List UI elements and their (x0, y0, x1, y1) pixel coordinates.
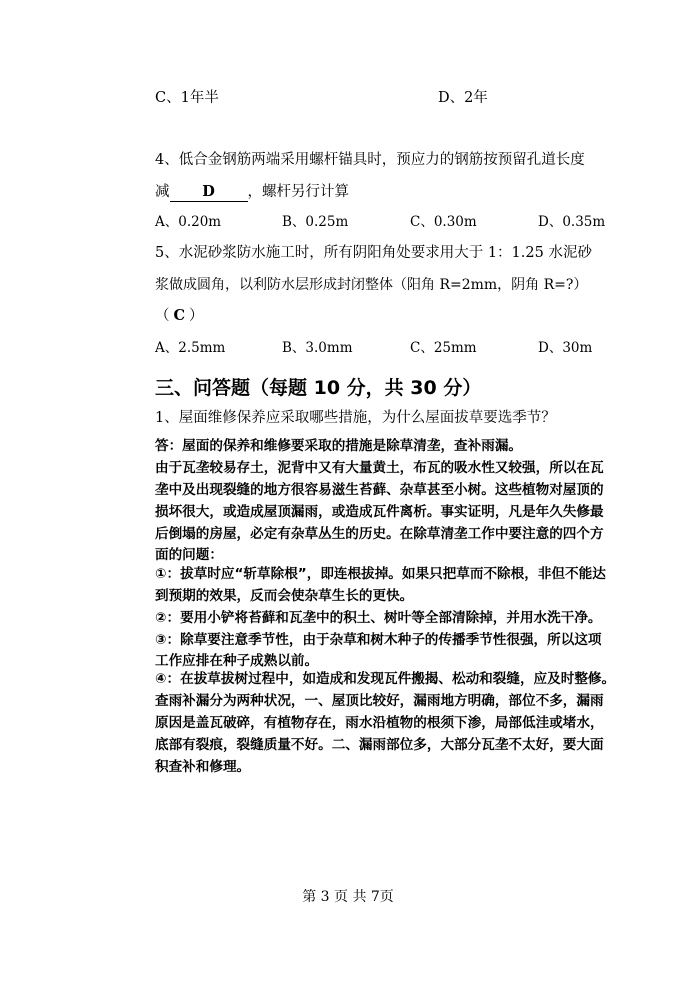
answer-line: 底部有裂痕，裂缝质量不好。二、漏雨部位多，大部分瓦垄不太好，要大面 (155, 737, 604, 753)
answer-line: 损坏很大，或造成屋顶漏雨，或造成瓦件离析。事实证明，凡是年久失修最 (155, 504, 604, 520)
q5-option-b: B、3.0mm (282, 340, 353, 356)
answer-line: 答：屋面的保养和维修要采取的措施是除草清垄，查补雨漏。 (155, 438, 523, 454)
answer-line: 原因是盖瓦破碎，有植物存在，雨水沿植物的根须下渗，局部低洼或堵水， (155, 715, 604, 731)
answer-line: 查雨补漏分为两种状况，一、屋顶比较好，漏雨地方明确，部位不多，漏雨 (155, 693, 604, 709)
answer-line: 后倒塌的房屋，必定有杂草丛生的历史。在除草清垄工作中要注意的四个方 (155, 526, 604, 542)
q5-option-a: A、2.5mm (155, 340, 226, 356)
answer-line: ②：要用小铲将苔藓和瓦垄中的积土、树叶等全部清除掉，并用水洗干净。 (155, 610, 602, 626)
q5-answer: C (173, 307, 186, 324)
q5-line2: 浆做成圆角，以利防水层形成封闭整体（阳角 R=2mm，阴角 R=?） (155, 277, 588, 293)
q5-line1: 5、水泥砂浆防水施工时，所有阴阳角处要求用大于 1：1.25 水泥砂 (155, 245, 592, 261)
q3-option-c: C、1年半 (155, 90, 219, 106)
q5-option-d: D、30m (538, 340, 593, 356)
q3-option-d: D、2年 (438, 90, 488, 106)
q4-prefix: 减 (155, 184, 170, 200)
answer-line: 积查补和修理。 (155, 759, 251, 775)
q4-option-a: A、0.20m (155, 214, 222, 230)
answer-line: 垄中及出现裂缝的地方很容易滋生苔藓、杂草甚至小树。这些植物对屋顶的 (155, 482, 604, 498)
answer-line: ①：拔草时应“斩草除根”，即连根拔掉。如果只把草而不除根，非但不能达 (155, 566, 606, 582)
q4-answer-blank: D (170, 183, 248, 202)
q5-close-paren: ） (189, 308, 204, 324)
answer-line: 由于瓦垄较易存土，泥背中又有大量黄土，布瓦的吸水性又较强，所以在瓦 (155, 460, 604, 476)
answer-line: 面的问题： (155, 547, 223, 563)
page-footer: 第 3 页 共 7页 (302, 889, 394, 905)
answer-line: 工作应排在种子成熟以前。 (155, 653, 319, 669)
q5-open-paren: （ (155, 308, 170, 324)
q4-line1: 4、低合金钢筋两端采用螺杆锚具时，预应力的钢筋按预留孔道长度 (155, 152, 585, 168)
question-1: 1、屋面维修保养应采取哪些措施，为什么屋面拔草要选季节？ (155, 410, 556, 426)
answer-line: ③：除草要注意季节性，由于杂草和树木种子的传播季节性很强，所以这项 (155, 632, 602, 648)
answer-line: 到预期的效果，反而会使杂草生长的更快。 (155, 588, 414, 604)
section-title: 三、问答题（每题 10 分，共 30 分） (155, 377, 482, 399)
q5-option-c: C、25mm (410, 340, 477, 356)
q5-line3 (155, 306, 204, 326)
q4-line2 (155, 182, 349, 202)
q4-option-c: C、0.30m (410, 214, 477, 230)
q4-option-b: B、0.25m (282, 214, 349, 230)
q4-suffix: ，螺杆另行计算 (247, 184, 349, 200)
q4-option-d: D、0.35m (538, 214, 606, 230)
answer-line: ④：在拔草拔树过程中，如造成和发现瓦件搬揭、松动和裂缝，应及时整修。 (155, 671, 616, 687)
